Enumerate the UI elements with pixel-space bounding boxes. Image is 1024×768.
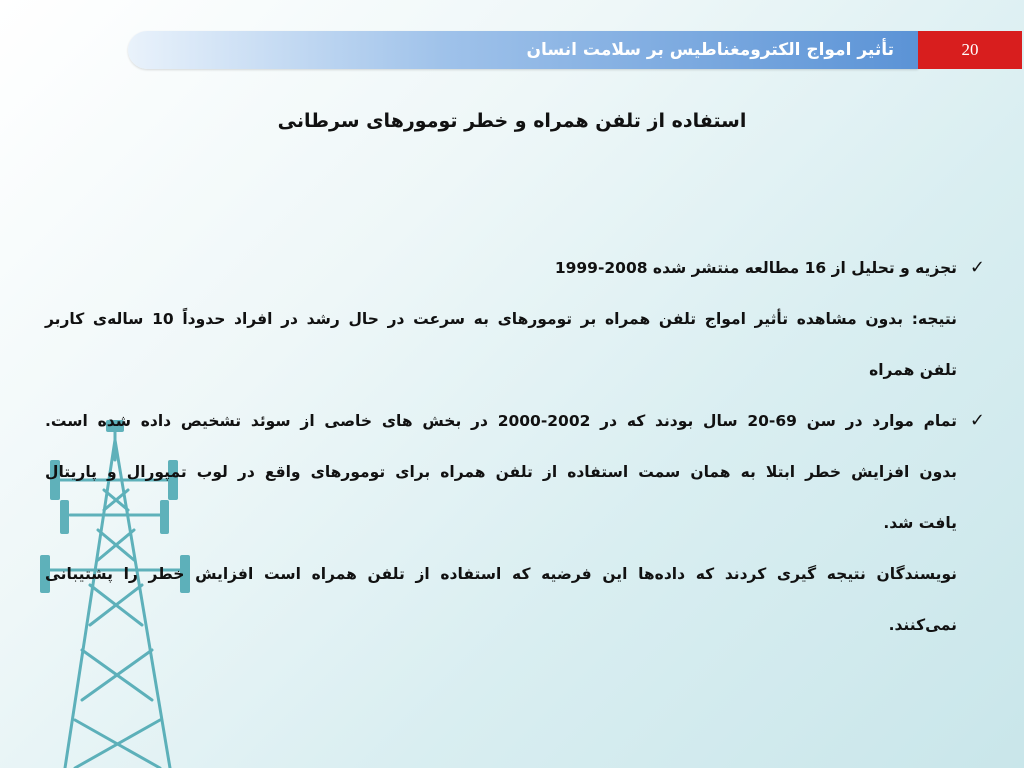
header-bar bbox=[128, 31, 918, 69]
page-number: 20 bbox=[918, 31, 1022, 69]
bullet-2-line-5: نمی‌کنند. bbox=[888, 616, 957, 634]
header-title: تأثیر امواج الکترومغناطیس بر سلامت انسان bbox=[526, 40, 894, 60]
bullet-2-line-3: یافت شد. bbox=[883, 514, 957, 532]
bullet-1-line-1 bbox=[45, 248, 985, 299]
bullet-2-line-4: نویسندگان نتیجه گیری کردند که داده‌ها این فرضیه که استفاده از تلفن همراه است افزایش خطر را پشتیبانی bbox=[45, 565, 957, 583]
bullet-1-line-2: نتیجه: بدون مشاهده تأثیر امواج تلفن همراه بر تومورهای به سرعت در حال رشد در افراد حدوداً 10 ساله‌ی کاربر bbox=[45, 310, 957, 328]
checkmark-icon: ✓ bbox=[969, 257, 985, 278]
bullet-2-line-1 bbox=[45, 401, 985, 452]
bullet-text: تجزیه و تحلیل از 16 مطالعه منتشر شده 2008-1999 bbox=[554, 259, 957, 277]
bullet-1-line-3: تلفن همراه bbox=[869, 361, 957, 379]
bullet-2-line-2: بدون افزایش خطر ابتلا به همان سمت استفاده از تلفن همراه برای تومورهای واقع در لوب تمپورال و پاریتال bbox=[45, 463, 957, 481]
slide-title: استفاده از تلفن همراه و خطر تومورهای سرطانی bbox=[277, 110, 747, 132]
bullet-text: تمام موارد در سن 69-20 سال بودند که در 2002-2000 در بخش های خاصی از سوئد تشخیص داده شده است. bbox=[45, 412, 957, 430]
checkmark-icon: ✓ bbox=[969, 410, 985, 431]
slide-content bbox=[45, 248, 985, 656]
